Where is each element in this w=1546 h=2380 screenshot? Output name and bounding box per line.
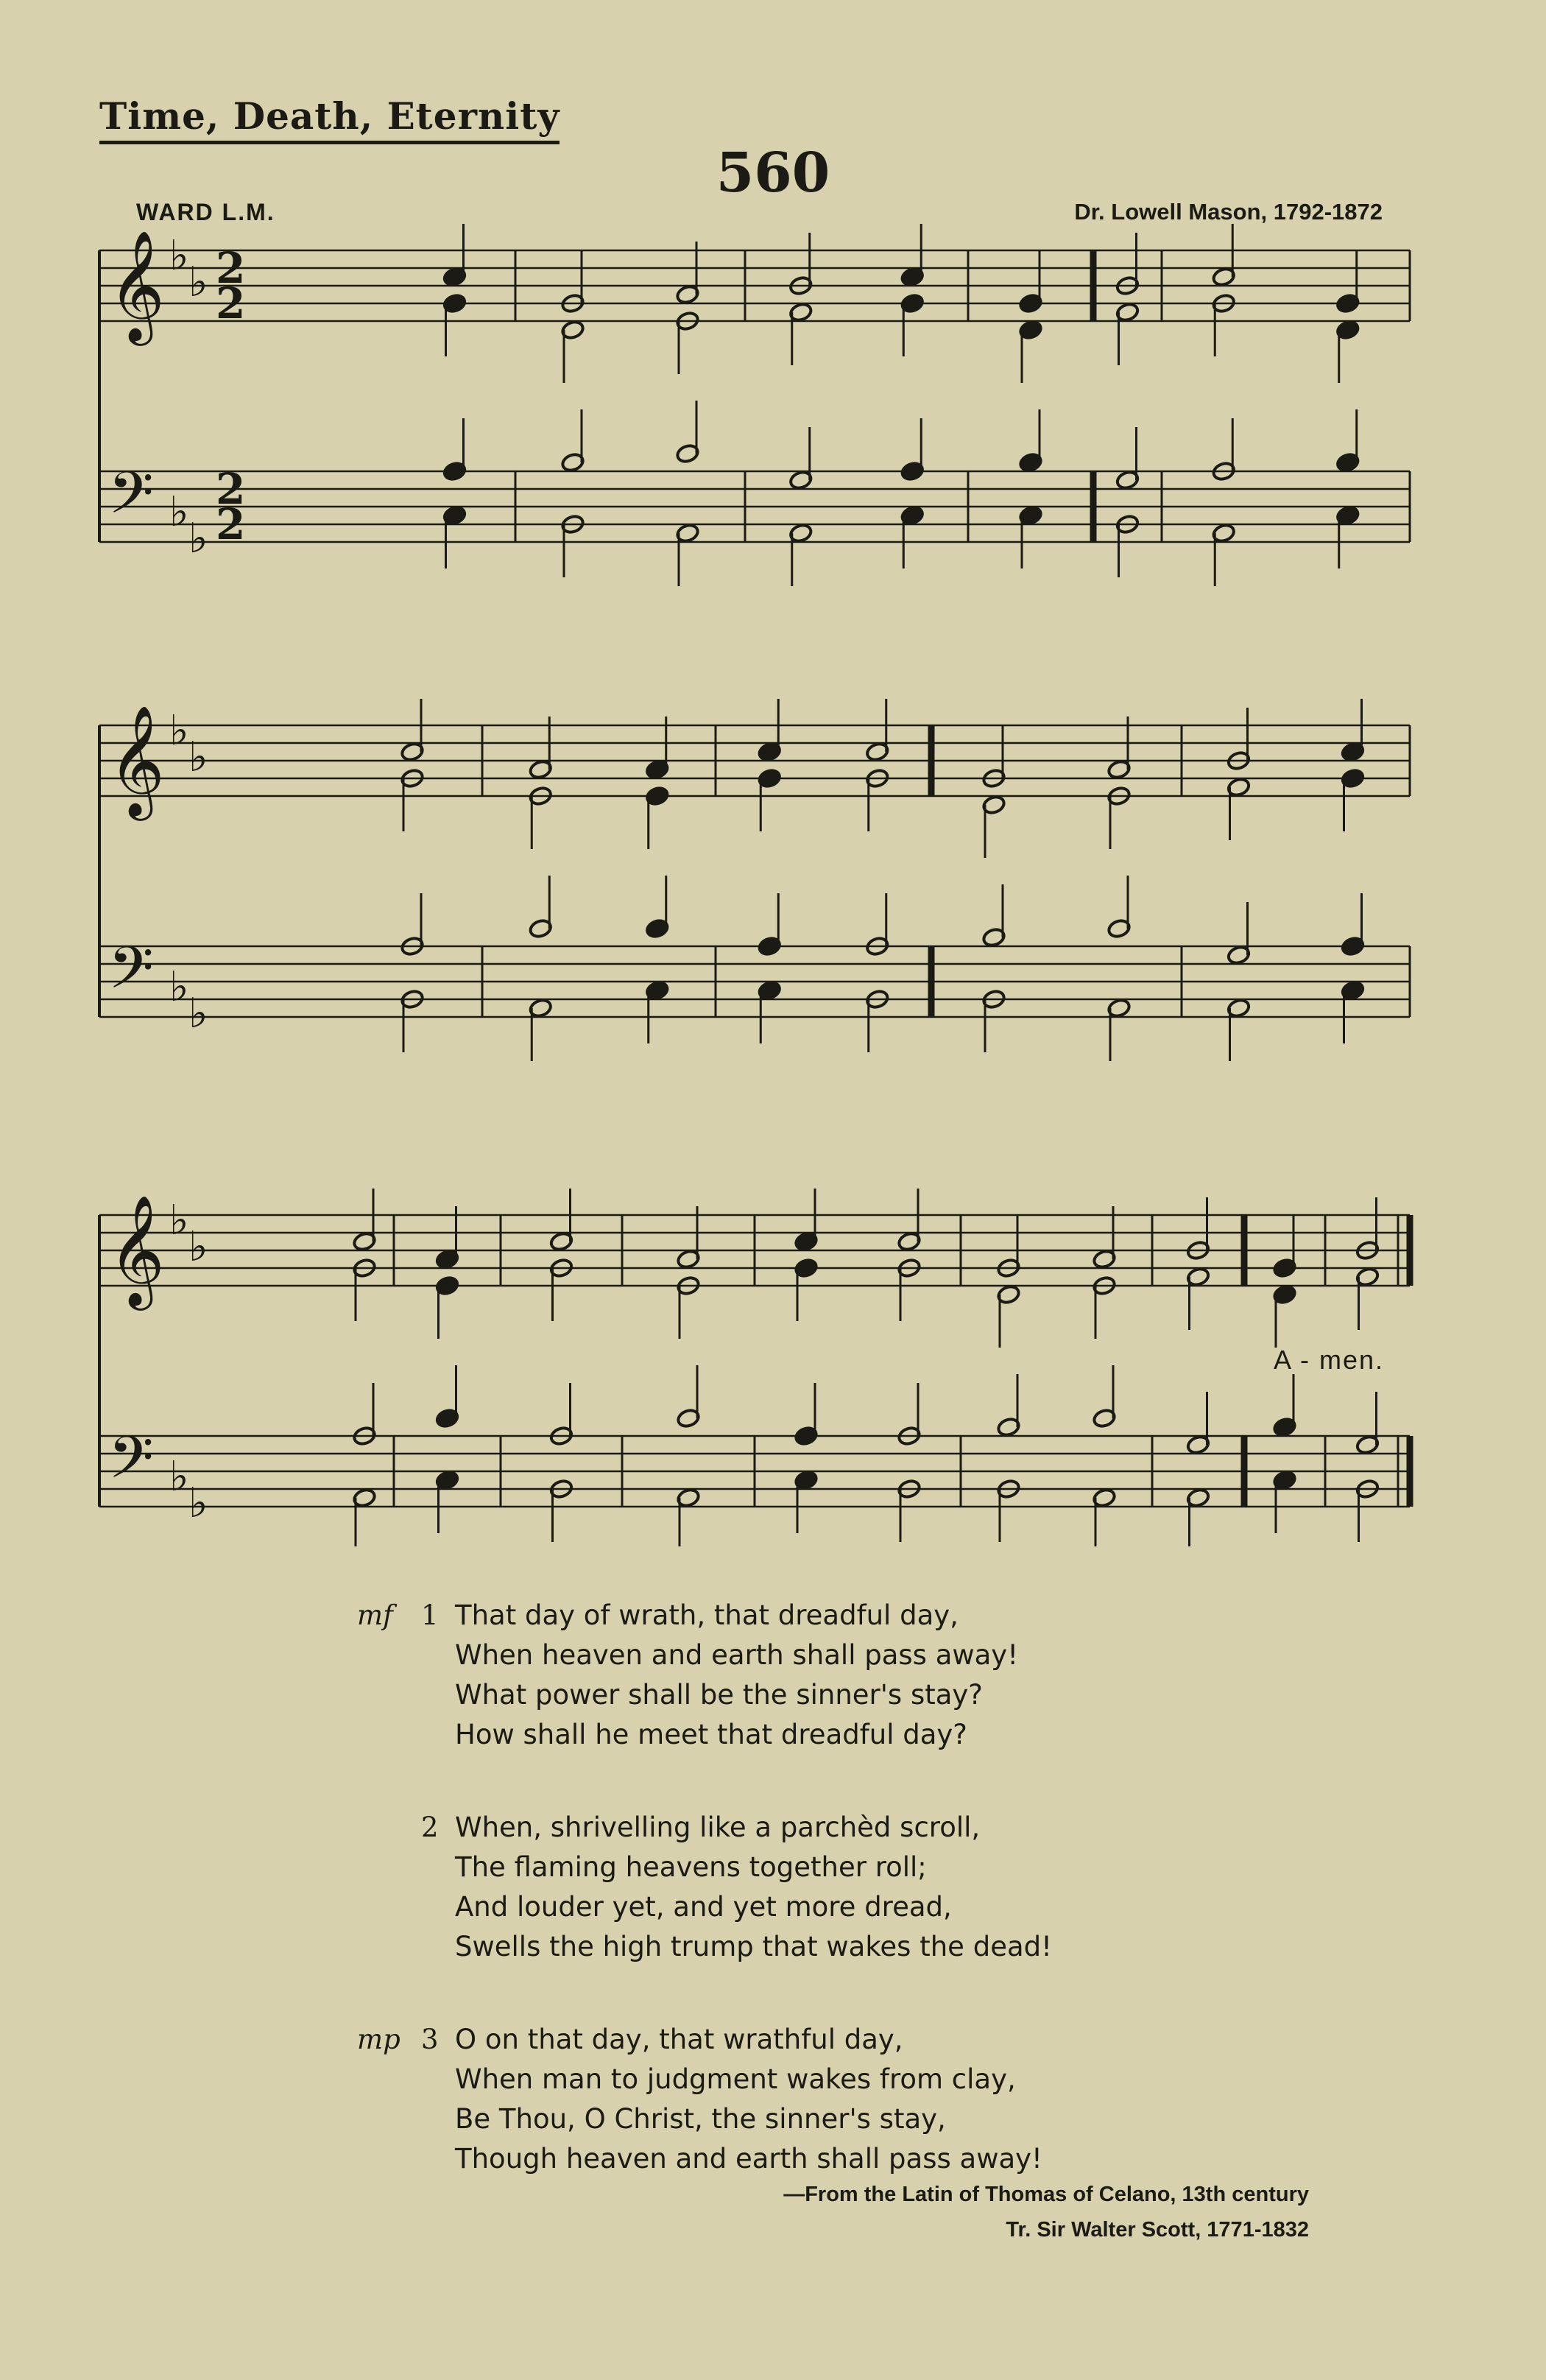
flat-icon: ♭ [188,990,208,1038]
flat-icon: ♭ [188,515,208,563]
composer-credit: Dr. Lowell Mason, 1792-1872 [1074,199,1383,225]
time-signature: 2 [216,464,246,514]
verse-1-line-1: That day of wrath, that dreadful day, [455,1599,959,1631]
flat-icon: ♭ [188,1479,208,1527]
verse-3-line-1: O on that day, that wrathful day, [455,2024,903,2055]
flat-icon: ♭ [169,1453,189,1501]
treble-clef-icon: 𝄞 [108,704,165,816]
verse-1-line-2: When heaven and earth shall pass away! [455,1639,1019,1671]
verse-1-line-4: How shall he meet that dreadful day? [455,1719,967,1750]
treble-clef-icon: 𝄞 [108,1194,165,1306]
flat-icon: ♭ [169,488,189,536]
treble-clef-icon: 𝄞 [108,229,165,341]
verse-3-line-3: Be Thou, O Christ, the sinner's stay, [455,2103,946,2135]
tune-name: WARD L.M. [136,199,275,225]
bass-clef-icon: 𝄢 [108,459,154,541]
flat-icon: ♭ [188,258,208,306]
time-signature: 2 [216,243,246,293]
flat-icon: ♭ [169,232,189,280]
flat-icon: ♭ [169,707,189,755]
time-signature: 2 [216,499,246,549]
bass-clef-icon: 𝄢 [108,1423,154,1506]
verse-3-line-4: Though heaven and earth shall pass away! [455,2143,1042,2175]
text-source: —From the Latin of Thomas of Celano, 13th century [783,2183,1309,2206]
verse-3-number: 3 [421,2024,439,2055]
flat-icon: ♭ [169,963,189,1011]
verse-2-number: 2 [421,1812,439,1843]
verse-1-dynamic: mf [357,1599,393,1631]
flat-icon: ♭ [188,733,208,781]
verse-3-line-2: When man to judgment wakes from clay, [455,2063,1016,2095]
verse-3-dynamic: mp [357,2024,400,2055]
bass-clef-icon: 𝄢 [108,934,154,1016]
translator-credit: Tr. Sir Walter Scott, 1771-1832 [1006,2218,1309,2242]
verse-2-line-3: And louder yet, and yet more dread, [455,1891,952,1923]
verse-2-line-1: When, shrivelling like a parchèd scroll, [455,1812,981,1843]
hymn-number: 560 [716,141,830,205]
verse-2-line-2: The flaming heavens together roll; [455,1851,927,1883]
verse-2-line-4: Swells the high trump that wakes the dead! [455,1931,1052,1962]
flat-icon: ♭ [169,1197,189,1244]
flat-icon: ♭ [188,1223,208,1271]
verse-1-number: 1 [421,1599,439,1631]
time-signature: 2 [216,278,246,328]
section-title: Time, Death, Eternity [99,94,560,144]
amen-lyric: A - men. [1274,1345,1385,1375]
verse-1-line-3: What power shall be the sinner's stay? [455,1679,983,1711]
